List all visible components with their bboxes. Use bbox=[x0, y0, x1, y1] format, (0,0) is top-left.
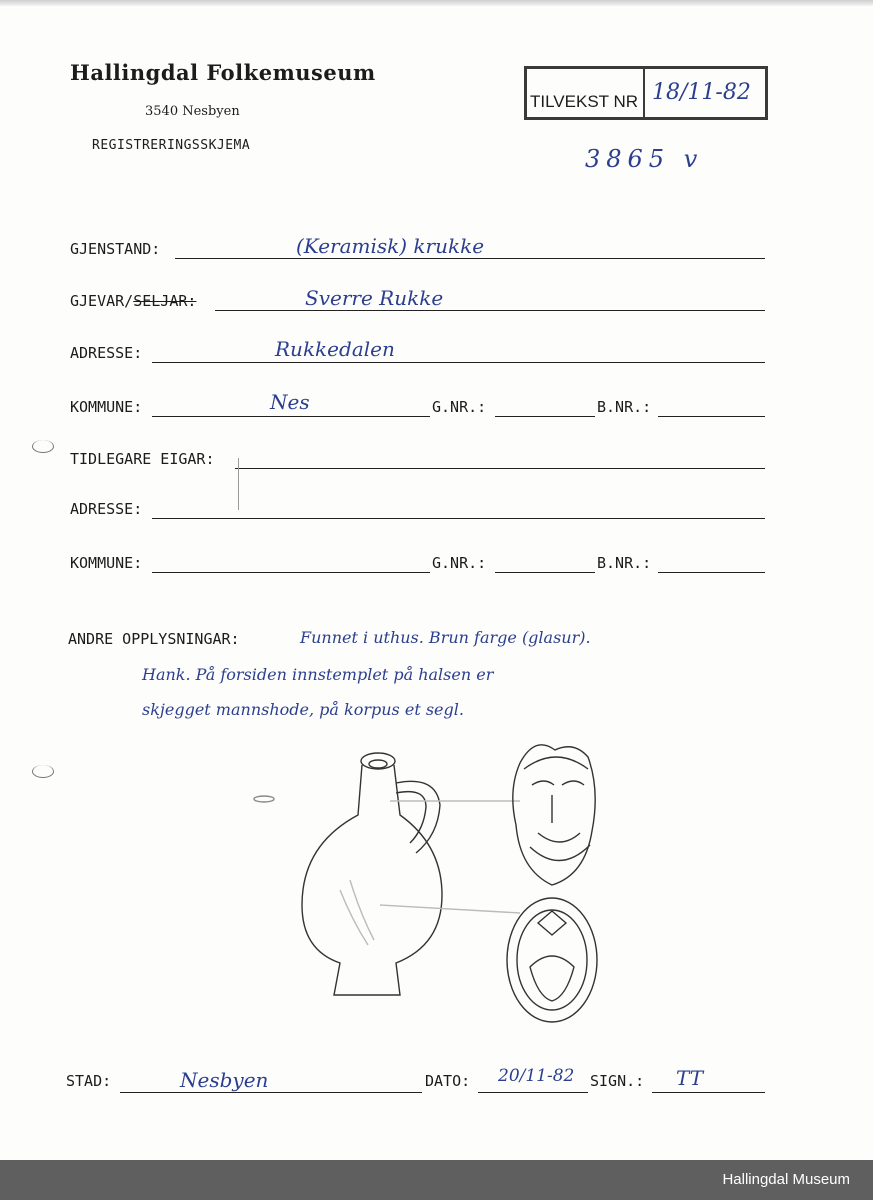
accession-number: 3865 v bbox=[585, 145, 704, 173]
tidlegare-eigar-line bbox=[235, 468, 765, 469]
museum-address: 3540 Nesbyen bbox=[145, 104, 240, 119]
kommune-value: Nes bbox=[270, 390, 310, 414]
adresse2-line bbox=[152, 518, 765, 519]
kommune2-label: KOMMUNE: bbox=[70, 554, 143, 572]
notes-line-2: Hank. På forsiden innstemplet på halsen er bbox=[142, 665, 494, 684]
adresse-value: Rukkedalen bbox=[275, 337, 395, 361]
jug-shading bbox=[340, 880, 374, 945]
bnr2-line bbox=[658, 572, 765, 573]
seal-star bbox=[538, 911, 566, 935]
pencil-ellipse bbox=[254, 796, 274, 802]
jug-sketch bbox=[240, 735, 610, 1035]
punch-hole-2 bbox=[32, 765, 54, 778]
sign-value: TT bbox=[676, 1066, 704, 1090]
registration-label: TILVEKST NR bbox=[530, 92, 639, 111]
registration-divider bbox=[643, 67, 645, 119]
seljar-struck-label: SELJAR: bbox=[133, 292, 197, 310]
dato-line bbox=[478, 1092, 588, 1093]
stad-label: STAD: bbox=[66, 1072, 112, 1090]
kommune2-line bbox=[152, 572, 430, 573]
gjevar-value: Sverre Rukke bbox=[305, 286, 444, 310]
gnr2-label: G.NR.: bbox=[432, 554, 487, 572]
gjevar-label bbox=[70, 292, 196, 310]
gnr2-line bbox=[495, 572, 595, 573]
bnr-label: B.NR.: bbox=[597, 398, 652, 416]
stad-value: Nesbyen bbox=[180, 1068, 269, 1092]
bnr-line bbox=[658, 416, 765, 417]
pencil-mark bbox=[238, 458, 239, 510]
seal-heart bbox=[530, 956, 574, 1001]
notes-label: ANDRE OPPLYSNINGAR: bbox=[68, 630, 240, 648]
page-edge bbox=[0, 0, 873, 6]
stad-line bbox=[120, 1092, 422, 1093]
seal-stamp bbox=[507, 898, 597, 1022]
gjenstand-label: GJENSTAND: bbox=[70, 240, 161, 258]
registration-value: 18/11-82 bbox=[652, 80, 751, 105]
adresse-label: ADRESSE: bbox=[70, 344, 143, 362]
kommune-label: KOMMUNE: bbox=[70, 398, 143, 416]
gnr-line bbox=[495, 416, 595, 417]
gjenstand-line bbox=[175, 258, 765, 259]
kommune-line bbox=[152, 416, 430, 417]
museum-name: Hallingdal Folkemuseum bbox=[70, 60, 376, 85]
jug-body bbox=[302, 765, 442, 995]
jug-opening bbox=[369, 760, 387, 768]
head-hair-line bbox=[524, 757, 588, 769]
sign-label: SIGN.: bbox=[590, 1072, 645, 1090]
gnr-label: G.NR.: bbox=[432, 398, 487, 416]
dato-label: DATO: bbox=[425, 1072, 471, 1090]
head-face-lines bbox=[530, 781, 590, 861]
adresse-line bbox=[152, 362, 765, 363]
notes-line-1: Funnet i uthus. Brun farge (glasur). bbox=[300, 628, 591, 647]
pencil-guide-bottom bbox=[380, 905, 520, 913]
adresse2-label: ADRESSE: bbox=[70, 500, 143, 518]
bnr2-label: B.NR.: bbox=[597, 554, 652, 572]
watermark-text: Hallingdal Museum bbox=[722, 1171, 850, 1188]
seal-inner-ring bbox=[517, 910, 587, 1010]
gjevar-label-part1: GJEVAR/ bbox=[70, 292, 134, 310]
tidlegare-eigar-label: TIDLEGARE EIGAR: bbox=[70, 450, 215, 468]
form-title: REGISTRERINGSSKJEMA bbox=[92, 138, 251, 153]
gjevar-line bbox=[215, 310, 765, 311]
punch-hole-1 bbox=[32, 440, 54, 453]
gjenstand-value: (Keramisk) krukke bbox=[296, 234, 485, 258]
dato-value: 20/11-82 bbox=[498, 1066, 575, 1086]
notes-line-3: skjegget mannshode, på korpus et segl. bbox=[142, 700, 464, 719]
jug-mouth bbox=[361, 753, 395, 769]
sign-line bbox=[652, 1092, 765, 1093]
